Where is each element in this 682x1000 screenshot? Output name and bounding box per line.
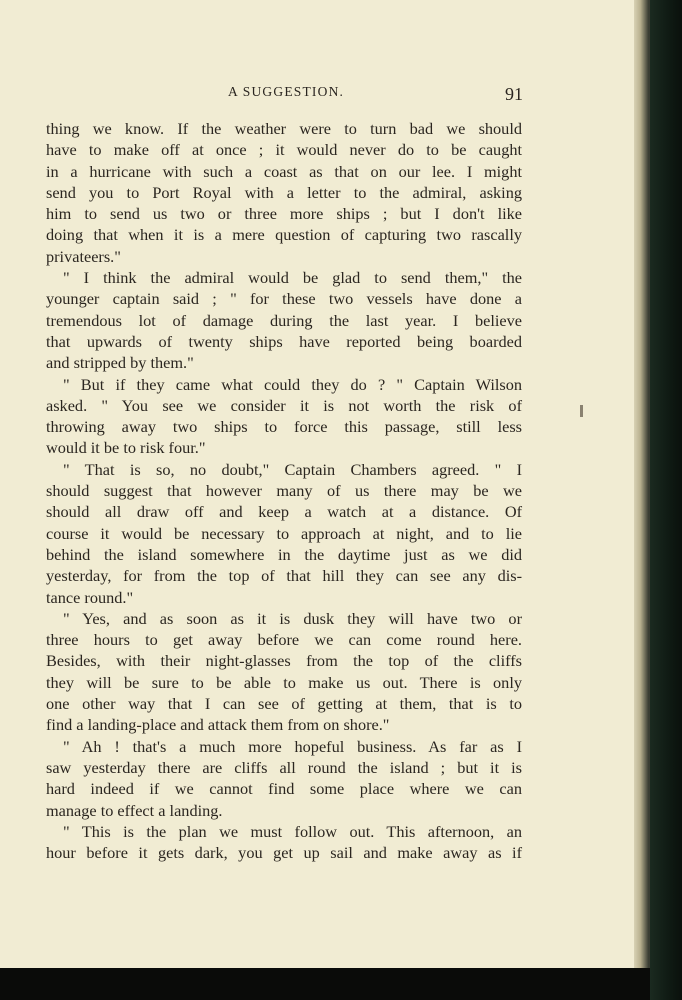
- text-line: course it would be necessary to approach at night, and to lie: [46, 523, 522, 543]
- page-edge: [634, 0, 650, 968]
- text-line: " Yes, and as soon as it is dusk they will have two or: [63, 608, 522, 628]
- text-line: would it be to risk four.": [46, 438, 206, 458]
- text-line: three hours to get away before we can come round here.: [46, 630, 522, 650]
- text-line: tance round.": [46, 587, 134, 607]
- text-line: " This is the plan we must follow out. This afternoon, an: [63, 821, 522, 841]
- text-line: privateers.": [46, 246, 121, 266]
- text-line: doing that when it is a mere question of capturing two rascally: [46, 225, 522, 245]
- text-line: should suggest that however many of us there may be we: [46, 481, 522, 501]
- text-line: should all draw off and keep a watch at a distance. Of: [46, 502, 522, 522]
- text-line: hour before it gets dark, you get up sail and make away as if: [46, 843, 522, 863]
- text-line: they will be sure to be able to make us out. There is only: [46, 672, 522, 692]
- text-line: in a hurricane with such a coast as that on our lee. I might: [46, 161, 522, 181]
- text-line: " Ah ! that's a much more hopeful business. As far as I: [63, 736, 522, 756]
- text-line: thing we know. If the weather were to turn bad we should: [46, 119, 522, 138]
- text-line: manage to effect a landing.: [46, 800, 223, 820]
- text-line: that upwards of twenty ships have reported being boarded: [46, 331, 522, 351]
- page-number: 91: [505, 84, 523, 104]
- book-binding: [650, 0, 682, 1000]
- margin-mark: [580, 405, 583, 417]
- text-line: throwing away two ships to force this passage, still less: [46, 417, 522, 437]
- text-line: and stripped by them.": [46, 353, 194, 373]
- text-line: yesterday, for from the top of that hill they can see any dis-: [46, 566, 522, 586]
- text-line: " That is so, no doubt," Captain Chambers agreed. " I: [63, 459, 522, 479]
- text-line: tremendous lot of damage during the last year. I believe: [46, 310, 522, 330]
- text-line: one other way that I can see of getting at them, that is to: [46, 694, 522, 714]
- text-line: " I think the admiral would be glad to send them," the: [63, 268, 522, 288]
- text-line: asked. " You see we consider it is not worth the risk of: [46, 395, 522, 415]
- text-line: have to make off at once ; it would never do to be caught: [46, 140, 522, 160]
- text-line: find a landing-place and attack them from on shore.": [46, 715, 390, 735]
- scan-background: [0, 968, 650, 1000]
- text-line: send you to Port Royal with a letter to the admiral, asking: [46, 182, 522, 202]
- text-line: hard indeed if we cannot find some place where we can: [46, 779, 522, 799]
- text-line: behind the island somewhere in the daytime just as we did: [46, 544, 522, 564]
- body-text: [46, 118, 522, 863]
- text-line: Besides, with their night-glasses from the top of the cliffs: [46, 651, 522, 671]
- text-line: " But if they came what could they do ? " Captain Wilson: [63, 374, 522, 394]
- text-line: him to send us two or three more ships ; but I don't like: [46, 204, 522, 224]
- running-head: A SUGGESTION.: [228, 84, 345, 99]
- text-line: younger captain said ; " for these two vessels have done a: [46, 289, 522, 309]
- text-line: saw yesterday there are cliffs all round the island ; but it is: [46, 757, 522, 777]
